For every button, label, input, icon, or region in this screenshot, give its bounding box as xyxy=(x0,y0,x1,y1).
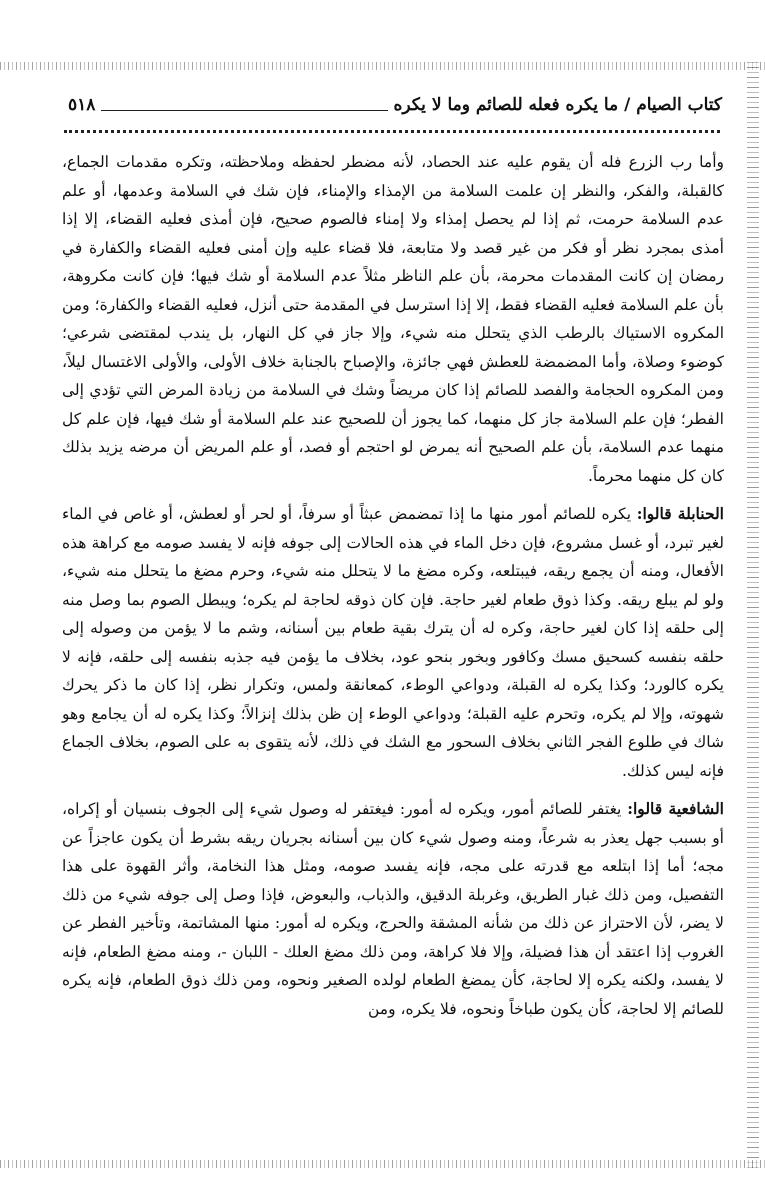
dotted-separator xyxy=(64,130,720,133)
paragraph-text: يغتفر للصائم أمور، ويكره له أمور: فيغتفر له وصول شيء إلى الجوف بنسيان أو إكراه، أو بسبب جهل يعذر به شرعاً، ومنه وصول شيء كان بين أسنانه بجريان ريقه بشرط أن يكون عاجزاً عن مجه؛ أما إذا ابتلعه مع قدرته على مجه، فإنه يفسد صومه، ومثل هذا النخامة، وأثر القهوة على هذا التفصيل، ومن ذلك غبار الطريق، وغربلة الدقيق، والذباب، والبعوض، فإذا وصل إلى جوفه شيء من ذلك لا يضر، لأن الاحتراز عن ذلك من شأنه المشقة والحرج، ويكره له أمور: منها المشاتمة، وتأخير الفطر عن الغروب إذا اعتقد أن هذا فضيلة، وإلا فلا كراهة، ومن ذلك مضغ العلك - اللبان -، ومنه مضغ الطعام، فإنه لا يفسد، ولكنه يكره إلا لحاجة، كأن يمضغ الطعام لولده الصغير ونحوه، ومن ذلك ذوق الطعام، فإنه يكره للصائم إلا لحاجة، كأن يكون طباخاً ونحوه، فلا يكره، ومن xyxy=(62,800,724,1018)
bottom-ornamental-border xyxy=(0,1160,765,1168)
chapter-title: كتاب الصيام / ما يكره فعله للصائم وما لا يكره xyxy=(393,95,722,115)
top-ornamental-border xyxy=(0,62,765,70)
paragraph-hanabila xyxy=(62,500,724,785)
school-heading-hanabila: الحنابلة قالوا: xyxy=(636,504,724,523)
paragraph-maliki-continuation xyxy=(62,148,724,490)
paragraph-text: يكره للصائم أمور منها ما إذا تمضمض عبثاً أو سرفاً، أو لحر أو لعطش، أو غاص في الماء لغير تبرد، أو غسل مشروع، فإن دخل الماء في هذه الحالات إلى جوفه فإنه لا يفسد صومه مع كراهة هذه الأفعال، ومنه أن يجمع ريقه، فيبتلعه، وكره مضغ ما لا يتحلل منه شيء، وحرم مضغ ما يتحلل منه شيء، ولو لم يبلع ريقه. وكذا ذوق طعام لغير حاجة. فإن كان ذوقه لحاجة لم يكره؛ ويبطل الصوم بما وصل منه إلى حلقه إذا كان لغير حاجة، وكره له أن يترك بقية طعام بين أسنانه، وشم ما لا يؤمن من وصوله إلى حلقه بنفسه كسحيق مسك وكافور وبخور بنحو عود، بخلاف ما يؤمن فيه جذبه بنفسه إلى حلقه، فإنه لا يكره كالورد؛ وكذا يكره له القبلة، ودواعي الوطء، كمعانقة ولمس، وتكرار نظر، إذا كان ما ذكر يحرك شهوته، وإلا لم يكره، وتحرم عليه القبلة؛ ودواعي الوطء إن ظن بذلك إنزالاً؛ وكذا يكره له أن يجامع وهو شاك في طلوع الفجر الثاني بخلاف السحور مع الشك في ذلك، لأنه يتقوى به على الصوم، بخلاف الجماع فإنه ليس كذلك. xyxy=(62,505,724,780)
running-header xyxy=(62,92,722,118)
page-number: ٥١٨ xyxy=(68,95,96,115)
header-rule xyxy=(101,100,387,111)
school-heading-shafiiya: الشافعية قالوا: xyxy=(627,799,724,818)
right-ornamental-border xyxy=(747,62,759,1168)
page-body xyxy=(62,148,724,1033)
paragraph-shafiiya xyxy=(62,795,724,1023)
paragraph-text: وأما رب الزرع فله أن يقوم عليه عند الحصاد، لأنه مضطر لحفظه وملاحظته، وتكره مقدمات الجماع، كالقبلة، والفكر، والنظر إن علمت السلامة من الإمذاء والإمناء، فإن شك في السلامة وعدمها، أو علم عدم السلامة حرمت، ثم إذا لم يحصل إمذاء ولا إمناء فالصوم صحيح، فإن أمذى فعليه القضاء، إلا إذا أمذى بمجرد نظر أو فكر من غير قصد ولا متابعة، فلا قضاء عليه وإن أمنى فعليه القضاء والكفارة في رمضان إن كانت المقدمات محرمة، بأن علم الناظر مثلاً عدم السلامة أو شك فيها؛ فإن كانت مكروهة، بأن علم السلامة فعليه القضاء فقط، إلا إذا استرسل في المقدمة حتى أنزل، فعليه القضاء والكفارة؛ ومن المكروه الاستياك بالرطب الذي يتحلل منه شيء، وإلا جاز في كل النهار، بل يندب لمقتضى شرعي؛ كوضوء وصلاة، وأما المضمضة للعطش فهي جائزة، والإصباح بالجنابة خلاف الأولى، والأولى الاغتسال ليلاً، ومن المكروه الحجامة والفصد للصائم إذا كان مريضاً وشك في السلامة من زيادة المرض التي تؤدي إلى الفطر؛ فإن علم السلامة جاز كل منهما، كما يجوز أن للصحيح عند علم السلامة أو شك فيها، فإن علم كل منهما عدم السلامة، بأن علم الصحيح أنه يمرض لو احتجم أو فصد، أو علم المريض أن مرضه يزيد بذلك كان كل منهما محرماً. xyxy=(62,153,724,485)
